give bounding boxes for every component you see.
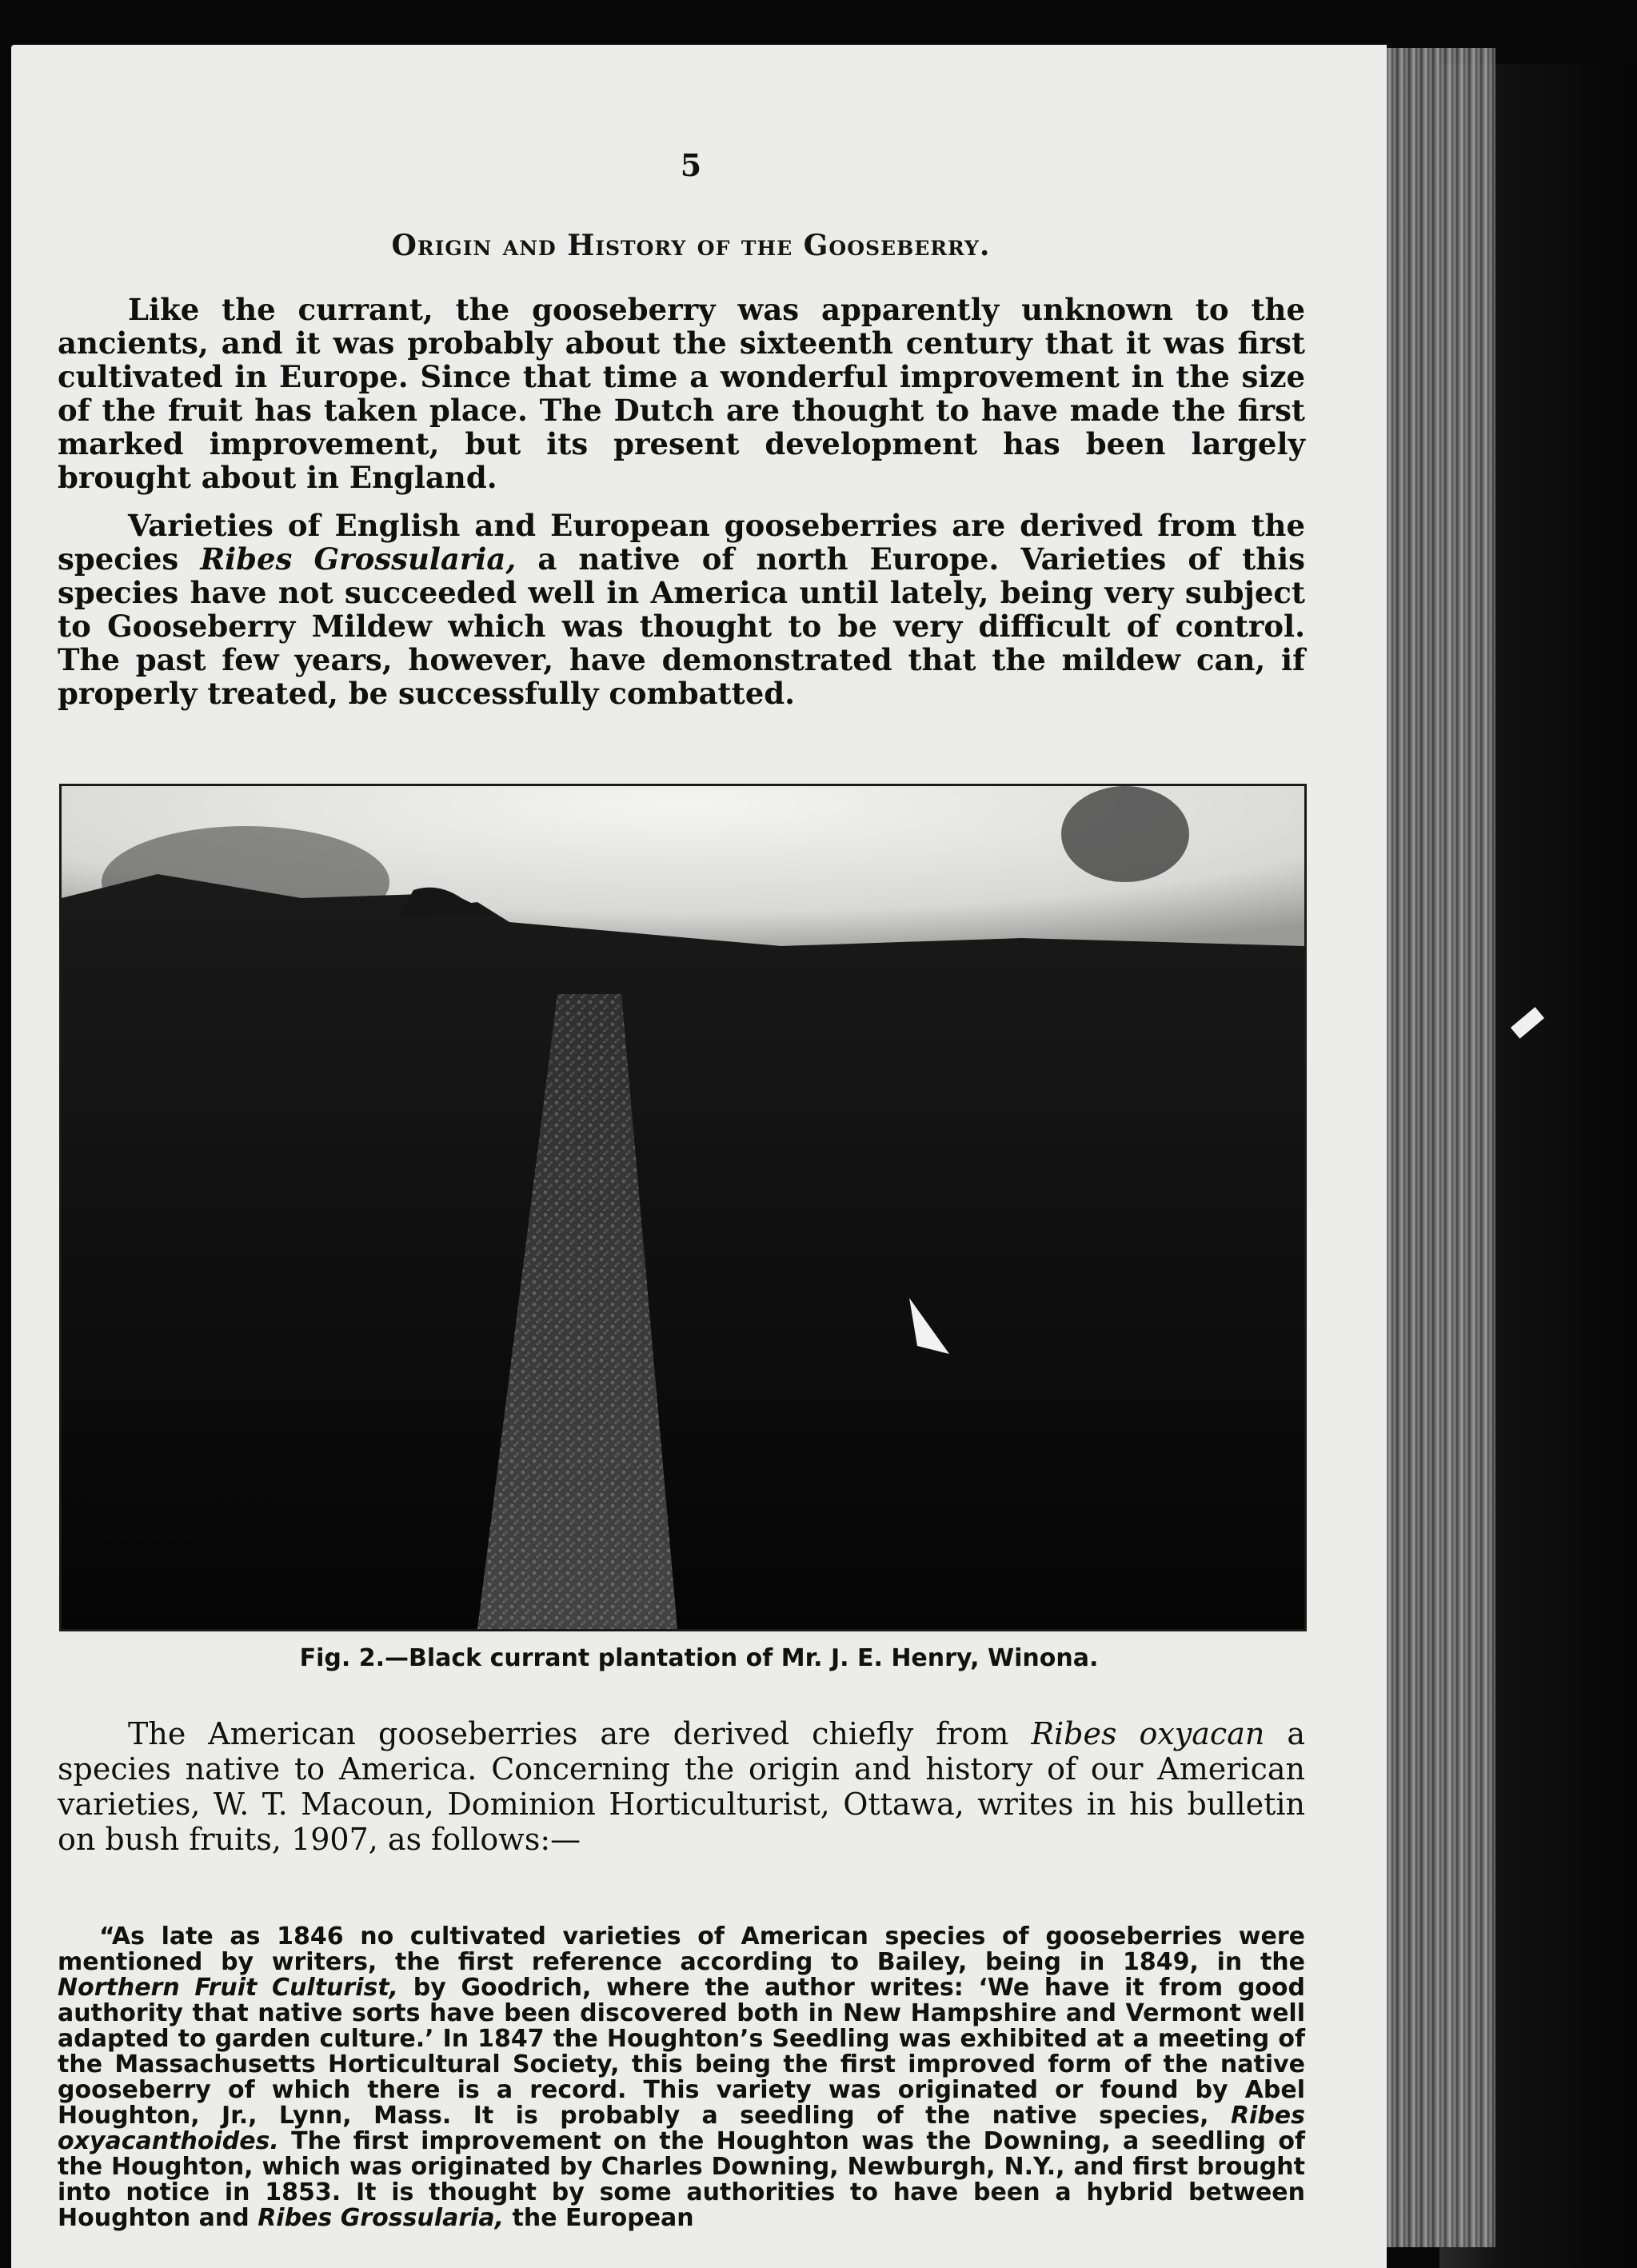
paragraph-origin-text: Like the currant, the gooseberry was apparently unknown to the ancients, and it was probably about the sixteenth century that it was first cultivated in Europe. Since that time a wonderful improvement in the size of the fruit has taken place. The Dutch are thought to have made the first marked improvement, but its present development has been largely brought about in England. [58, 292, 1305, 495]
figure-photo-plantation [59, 784, 1307, 1631]
book-page [11, 45, 1387, 2268]
photo-sky-smudge-right [1061, 786, 1189, 882]
paragraph-american [58, 1716, 1305, 1857]
species-name-ribes-grossularia: Ribes Grossularia, [200, 541, 517, 577]
figure-caption: Fig. 2.—Black currant plantation of Mr. J. E. Henry, Winona. [299, 1644, 1099, 1672]
quote-text-3: The first improvement on the Houghton was the Downing, a seedling of the Houghton, which was originated by Charles Downing, Newburgh, N.Y., and first brought into notice in 1853. It is thought by some authorities to have been a hybrid between Houghton and [58, 2127, 1305, 2232]
paragraph-varieties-text-1: Varieties of English and European gooseberries are derived from the species [58, 508, 1305, 577]
quote-text-4: the European [504, 2204, 694, 2232]
section-heading: Origin and History of the Gooseberry. [391, 229, 991, 262]
paragraph-origin [58, 293, 1305, 494]
book-page-edges [1375, 48, 1495, 2247]
quote-italic-3: Ribes Grossularia, [258, 2204, 505, 2232]
page-number: 5 [680, 147, 702, 183]
quote-italic-1: Northern Fruit Culturist, [58, 1974, 399, 2002]
paragraph-varieties [58, 509, 1305, 710]
plantation-photo-drawing [62, 786, 1304, 1629]
quote-text-1: “As late as 1846 no cultivated varieties of American species of gooseberries were mentioned by writers, the first reference according to Bailey, being in 1849, in the [58, 1923, 1305, 1976]
quote-text-2: by Goodrich, where the author writes: ‘We have it from good authority that native sorts have been discovered both in New Hampshire and Vermont well adapted to garden culture.’ In 1847 the Houghton’s Seedling was exhibited at a meeting of the Massachusetts Horticultural Society, this being the first improved form of the native gooseberry of which there is a record. This variety was originated or found by Abel Houghton, Jr., Lynn, Mass. It is probably a seedling of the native species, [58, 1974, 1305, 2130]
paragraph-american-text-2: a species native to America. Concerning the origin and history of our American varieties, W. T. Macoun, Dominion Horticulturist, Ottawa, writes in his bulletin on bush fruits, 1907, as follows:— [58, 1716, 1305, 1857]
paragraph-american-text-1: The American gooseberries are derived chiefly from [128, 1716, 1032, 1751]
photo-field [62, 874, 1304, 1629]
quote-italic-2: Ribes oxyacanthoides. [58, 2102, 1305, 2155]
paragraph-varieties-text-2: a native of north Europe. Varieties of this species have not succeeded well in America until lately, being very subject to Gooseberry Mildew which was thought to be very difficult of control. The past few years, however, have demonstrated that the mildew can, if properly treated, be successfully combatted. [58, 541, 1305, 711]
block-quote-macoun [58, 1924, 1305, 2231]
species-name-ribes-oxyacanthoides: Ribes oxyacan [1031, 1716, 1265, 1751]
